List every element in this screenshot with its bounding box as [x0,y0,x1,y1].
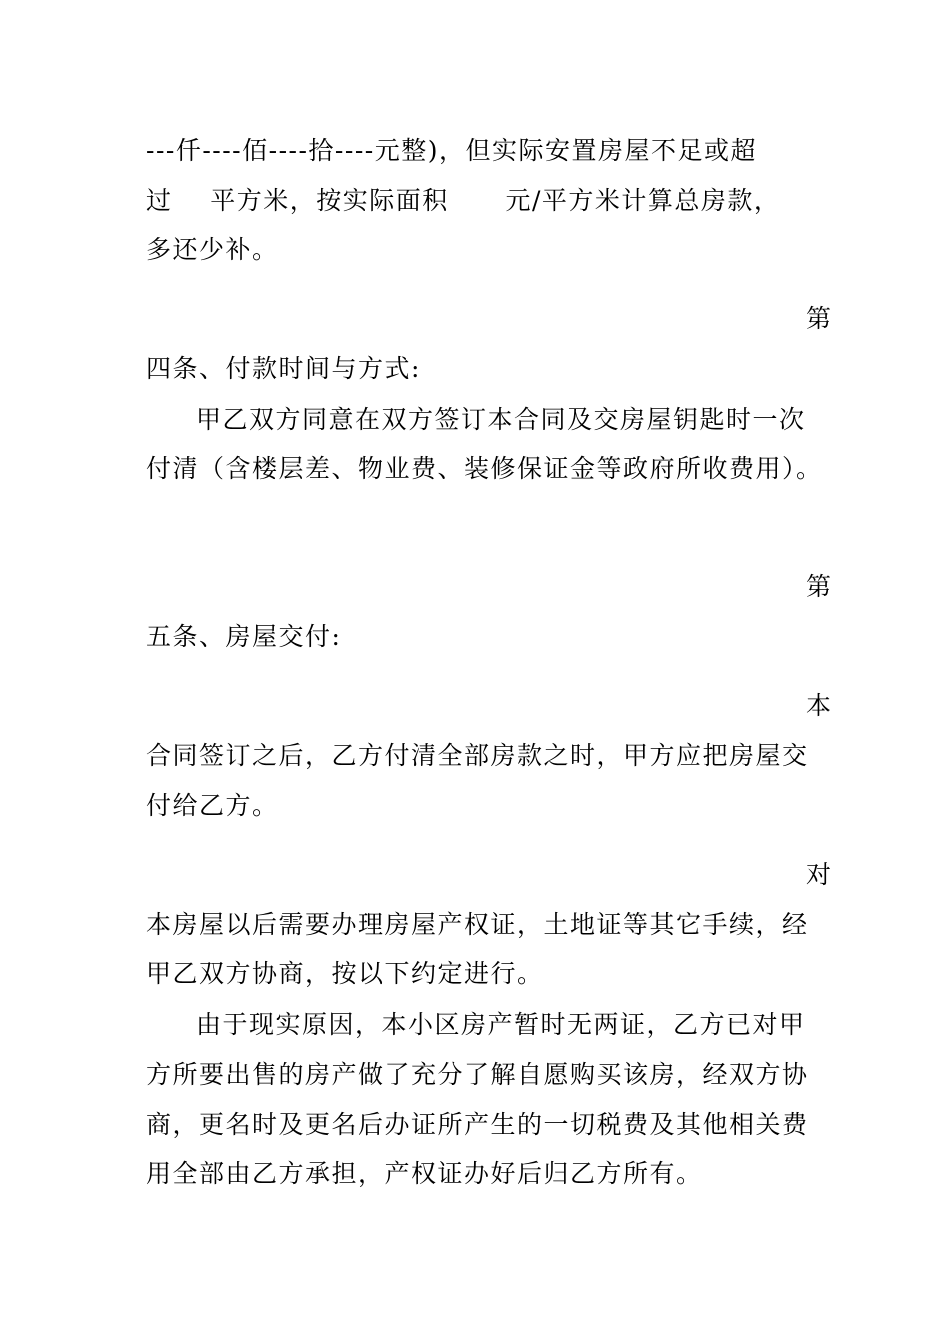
text-line: 多还少补。 [146,235,279,264]
paragraph-line: 商，更名时及更名后办证所产生的一切税费及其他相关费 [146,1110,809,1139]
paragraph-line: 方所要出售的房产做了充分了解自愿购买该房，经双方协 [146,1060,809,1089]
paragraph-line: 甲乙双方同意在双方签订本合同及交房屋钥匙时一次 [196,405,806,434]
text-line: 过 平方米，按实际面积 元/平方米计算总房款， [146,186,781,215]
paragraph-line: 用全部由乙方承担，产权证办好后归乙方所有。 [146,1159,703,1188]
paragraph-fragment: 本 [806,691,832,720]
paragraph-fragment: 对 [806,860,832,889]
paragraph-line: 本房屋以后需要办理房屋产权证，土地证等其它手续，经 [146,910,809,939]
section-heading-fragment: 第 [806,572,832,601]
paragraph-line: 付给乙方。 [146,791,279,820]
paragraph-line: 付清（含楼层差、物业费、装修保证金等政府所收费用）。 [146,454,823,483]
paragraph-line: 合同签订之后，乙方付清全部房款之时，甲方应把房屋交 [146,741,809,770]
section-heading: 五条、房屋交付: [146,622,342,651]
paragraph-line: 由于现实原因，本小区房产暂时无两证，乙方已对甲 [196,1010,806,1039]
section-heading: 四条、付款时间与方式: [146,354,421,383]
text-line: ---仟----佰----拾----元整)，但实际安置房屋不足或超 [146,136,757,165]
paragraph-line: 甲乙双方协商，按以下约定进行。 [146,959,544,988]
section-heading-fragment: 第 [806,304,832,333]
